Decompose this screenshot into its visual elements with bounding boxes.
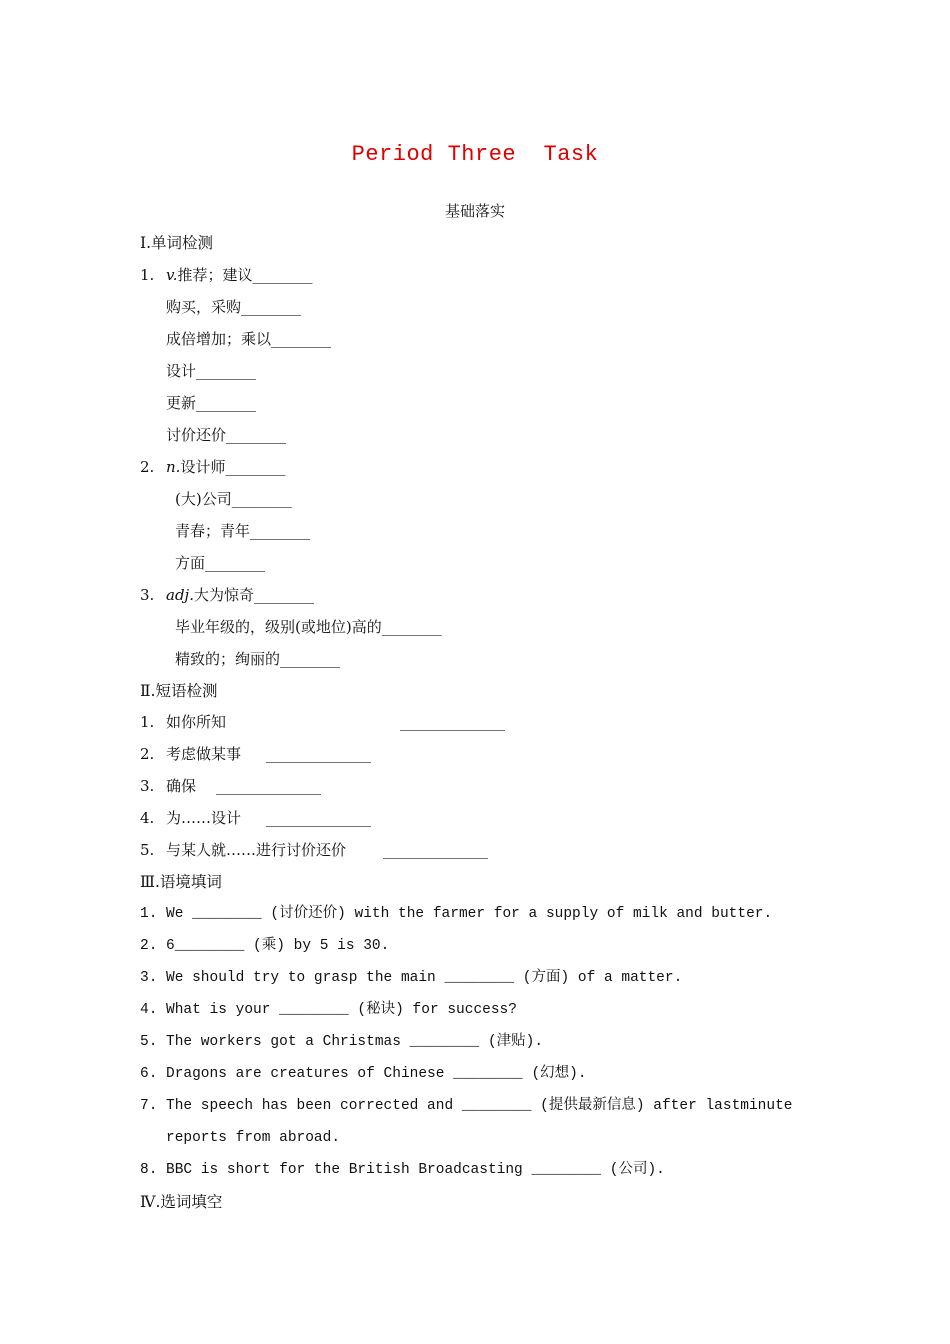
fill-item <box>140 1096 793 1116</box>
phrase-blank: ______________ <box>266 809 371 827</box>
phrase-text: 为……设计 <box>166 809 242 827</box>
fill-sentence: Dragons are creatures of Chinese ________ (幻想). <box>166 1066 587 1082</box>
page-subtitle: 基础落实 <box>444 202 505 220</box>
phrase-text: 考虑做某事 <box>166 745 242 763</box>
phrase-number: 2. <box>140 745 155 763</box>
phrase-item <box>140 840 346 860</box>
word-item: 更新________ <box>166 394 257 412</box>
page-title: Period Three Task <box>351 142 599 167</box>
fill-item <box>140 968 682 988</box>
section-3-heading: Ⅲ.语境填词 <box>140 873 222 891</box>
word-item: 推荐；建议________ <box>177 266 313 284</box>
part-of-speech: v. <box>166 266 178 284</box>
word-group-number: 3. <box>140 586 155 604</box>
word-group-3-row-1 <box>140 585 314 605</box>
phrase-blank: ______________ <box>400 713 505 731</box>
fill-item <box>140 1064 587 1084</box>
word-group-2-row-1 <box>140 457 285 477</box>
word-item: 精致的；绚丽的________ <box>175 650 341 668</box>
fill-item <box>140 904 772 924</box>
fill-sentence: We should try to grasp the main ________ (方面) of a matter. <box>166 970 683 986</box>
word-item: 设计________ <box>166 362 257 380</box>
fill-item <box>140 1160 665 1180</box>
section-4-heading: Ⅳ.选词填空 <box>140 1193 223 1211</box>
phrase-item <box>140 712 226 732</box>
fill-item <box>140 1032 543 1052</box>
word-item: 大为惊奇________ <box>193 586 314 604</box>
fill-sentence-continuation: reports from abroad. <box>166 1130 341 1146</box>
phrase-text: 确保 <box>166 777 197 795</box>
phrase-item <box>140 744 241 764</box>
fill-number: 1. <box>140 906 158 922</box>
fill-number: 6. <box>140 1066 158 1082</box>
part-of-speech: adj. <box>166 586 194 604</box>
fill-number: 3. <box>140 970 158 986</box>
word-item: 方面________ <box>175 554 266 572</box>
part-of-speech: n. <box>166 458 181 476</box>
phrase-number: 1. <box>140 713 155 731</box>
fill-sentence: BBC is short for the British Broadcasting ________ (公司). <box>166 1162 665 1178</box>
word-group-number: 1. <box>140 266 155 284</box>
word-item: 毕业年级的，级别(或地位)高的________ <box>175 618 442 636</box>
phrase-blank: ______________ <box>266 745 371 763</box>
fill-number: 5. <box>140 1034 158 1050</box>
phrase-number: 5. <box>140 841 155 859</box>
fill-number: 8. <box>140 1162 158 1178</box>
fill-sentence: What is your ________ (秘诀) for success? <box>166 1002 517 1018</box>
phrase-item <box>140 776 196 796</box>
phrase-text: 如你所知 <box>166 713 227 731</box>
fill-item <box>140 936 389 956</box>
fill-item <box>140 1000 517 1020</box>
fill-number: 4. <box>140 1002 158 1018</box>
word-item: 成倍增加；乘以________ <box>166 330 332 348</box>
fill-number: 7. <box>140 1098 158 1114</box>
word-group-1-row-1 <box>140 265 312 285</box>
phrase-number: 3. <box>140 777 155 795</box>
fill-sentence: 6________ (乘) by 5 is 30. <box>166 938 390 954</box>
phrase-item <box>140 808 241 828</box>
fill-number: 2. <box>140 938 158 954</box>
word-item: 讨价还价________ <box>166 426 287 444</box>
fill-sentence: The speech has been corrected and ________ (提供最新信息) after lastminute <box>166 1098 793 1114</box>
fill-sentence: We ________ (讨价还价) with the farmer for a supply of milk and butter. <box>166 906 773 922</box>
word-item: (大)公司________ <box>175 490 292 508</box>
phrase-blank: ______________ <box>383 841 488 859</box>
section-1-heading: Ⅰ.单词检测 <box>140 234 214 252</box>
section-2-heading: Ⅱ.短语检测 <box>140 682 218 700</box>
word-item: 青春；青年________ <box>175 522 311 540</box>
fill-sentence: The workers got a Christmas ________ (津贴). <box>166 1034 544 1050</box>
word-group-number: 2. <box>140 458 155 476</box>
phrase-number: 4. <box>140 809 155 827</box>
word-item: 设计师________ <box>180 458 286 476</box>
phrase-text: 与某人就……进行讨价还价 <box>166 841 347 859</box>
phrase-blank: ______________ <box>216 777 321 795</box>
word-item: 购买，采购________ <box>166 298 302 316</box>
